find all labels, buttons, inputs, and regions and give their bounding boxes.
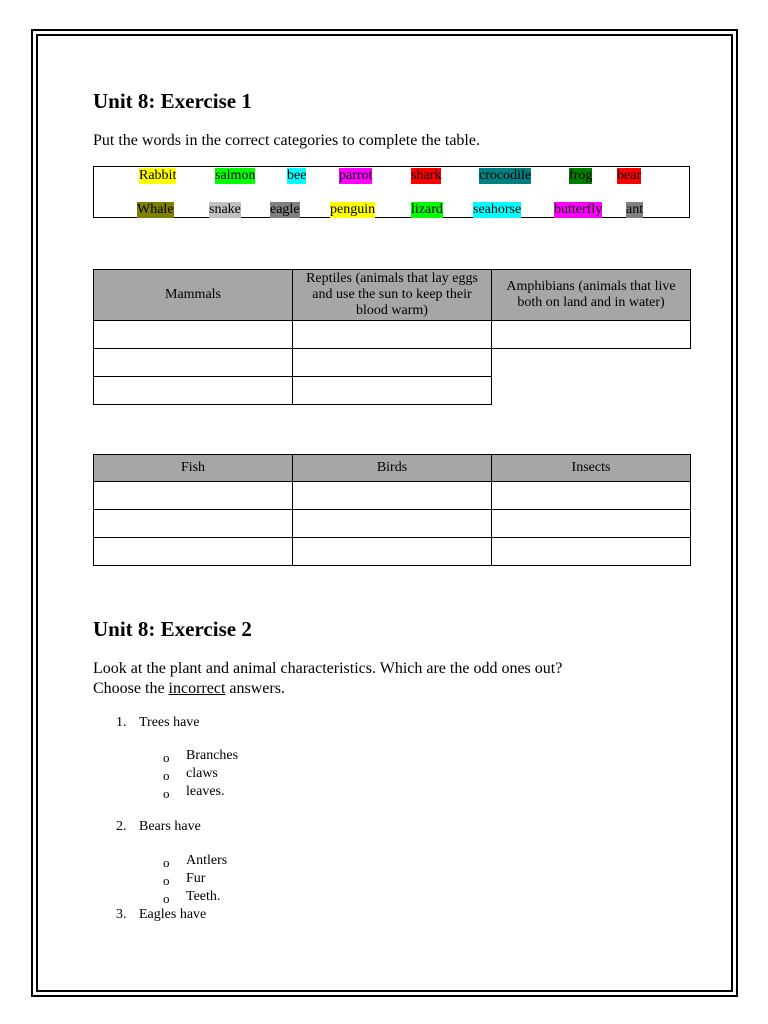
exercise1-instruction: Put the words in the correct categories to complete the table.	[93, 132, 480, 149]
word-chip: crocodile	[479, 168, 532, 183]
answer-option[interactable]: leaves.	[186, 784, 225, 799]
answer-option[interactable]: claws	[186, 766, 218, 781]
answer-option[interactable]: Branches	[186, 748, 239, 763]
header-reptiles: Reptiles (animals that lay eggs and use the sun to keep their blood warm)	[293, 270, 492, 321]
answer-cell[interactable]	[492, 510, 691, 538]
answer-cell[interactable]	[293, 482, 492, 510]
answer-option[interactable]: Antlers	[186, 853, 228, 868]
word-chip: frog	[569, 168, 593, 183]
instruction-text: answers.	[225, 680, 285, 697]
word-chip: parrot	[339, 168, 373, 183]
answer-cell[interactable]	[94, 538, 293, 566]
word-chip: penguin	[330, 202, 376, 217]
exercise2-instruction-line1: Look at the plant and animal characteristics. Which are the odd ones out?	[93, 660, 563, 677]
exercise2-title: Unit 8: Exercise 2	[93, 617, 252, 641]
instruction-text: Choose the	[93, 680, 169, 697]
answer-cell[interactable]	[293, 321, 492, 349]
answer-cell[interactable]	[94, 482, 293, 510]
answer-cell[interactable]	[94, 510, 293, 538]
category-table-2	[93, 454, 691, 566]
word-chip: eagle	[270, 202, 300, 217]
answer-cell[interactable]	[293, 510, 492, 538]
word-chip: snake	[209, 202, 241, 217]
question-text: Eagles have	[139, 907, 207, 922]
answer-cell[interactable]	[492, 538, 691, 566]
word-chip: bear	[617, 168, 642, 183]
answer-cell[interactable]	[293, 538, 492, 566]
word-chip: salmon	[215, 168, 256, 183]
word-chip: lizard	[411, 202, 443, 217]
instruction-underlined: incorrect	[168, 680, 226, 697]
header-fish: Fish	[94, 455, 293, 482]
answer-cell[interactable]	[293, 349, 492, 377]
answer-cell[interactable]	[293, 377, 492, 405]
question-number: 2.	[116, 819, 127, 834]
word-chip: ant	[626, 202, 644, 217]
exercise1-title: Unit 8: Exercise 1	[93, 89, 252, 113]
header-birds: Birds	[293, 455, 492, 482]
bullet-icon: o	[163, 750, 170, 765]
bullet-icon: o	[163, 891, 170, 906]
word-chip: butterfly	[554, 202, 603, 217]
empty-space	[492, 349, 691, 377]
word-chip: bee	[287, 168, 307, 183]
answer-cell[interactable]	[94, 377, 293, 405]
empty-space	[492, 377, 691, 405]
header-insects: Insects	[492, 455, 691, 482]
bullet-icon: o	[163, 855, 170, 870]
word-chip: Rabbit	[139, 168, 177, 183]
bullet-icon: o	[163, 873, 170, 888]
category-table-1	[93, 269, 691, 405]
word-chip: seahorse	[473, 202, 522, 217]
question-number: 1.	[116, 715, 127, 730]
answer-cell[interactable]	[492, 321, 691, 349]
question-text: Bears have	[139, 819, 201, 834]
answer-cell[interactable]	[492, 482, 691, 510]
bullet-icon: o	[163, 786, 170, 801]
exercise2-instruction-line2	[93, 679, 285, 699]
header-mammals: Mammals	[94, 270, 293, 321]
question-number: 3.	[116, 907, 127, 922]
word-chip: shark	[411, 168, 442, 183]
answer-option[interactable]: Fur	[186, 871, 206, 886]
word-bank	[93, 166, 690, 218]
question-text: Trees have	[139, 715, 200, 730]
bullet-icon: o	[163, 768, 170, 783]
answer-cell[interactable]	[94, 321, 293, 349]
answer-option[interactable]: Teeth.	[186, 889, 221, 904]
answer-cell[interactable]	[94, 349, 293, 377]
header-amphibians: Amphibians (animals that live both on land and in water)	[492, 270, 691, 321]
word-chip: Whale	[137, 202, 174, 217]
